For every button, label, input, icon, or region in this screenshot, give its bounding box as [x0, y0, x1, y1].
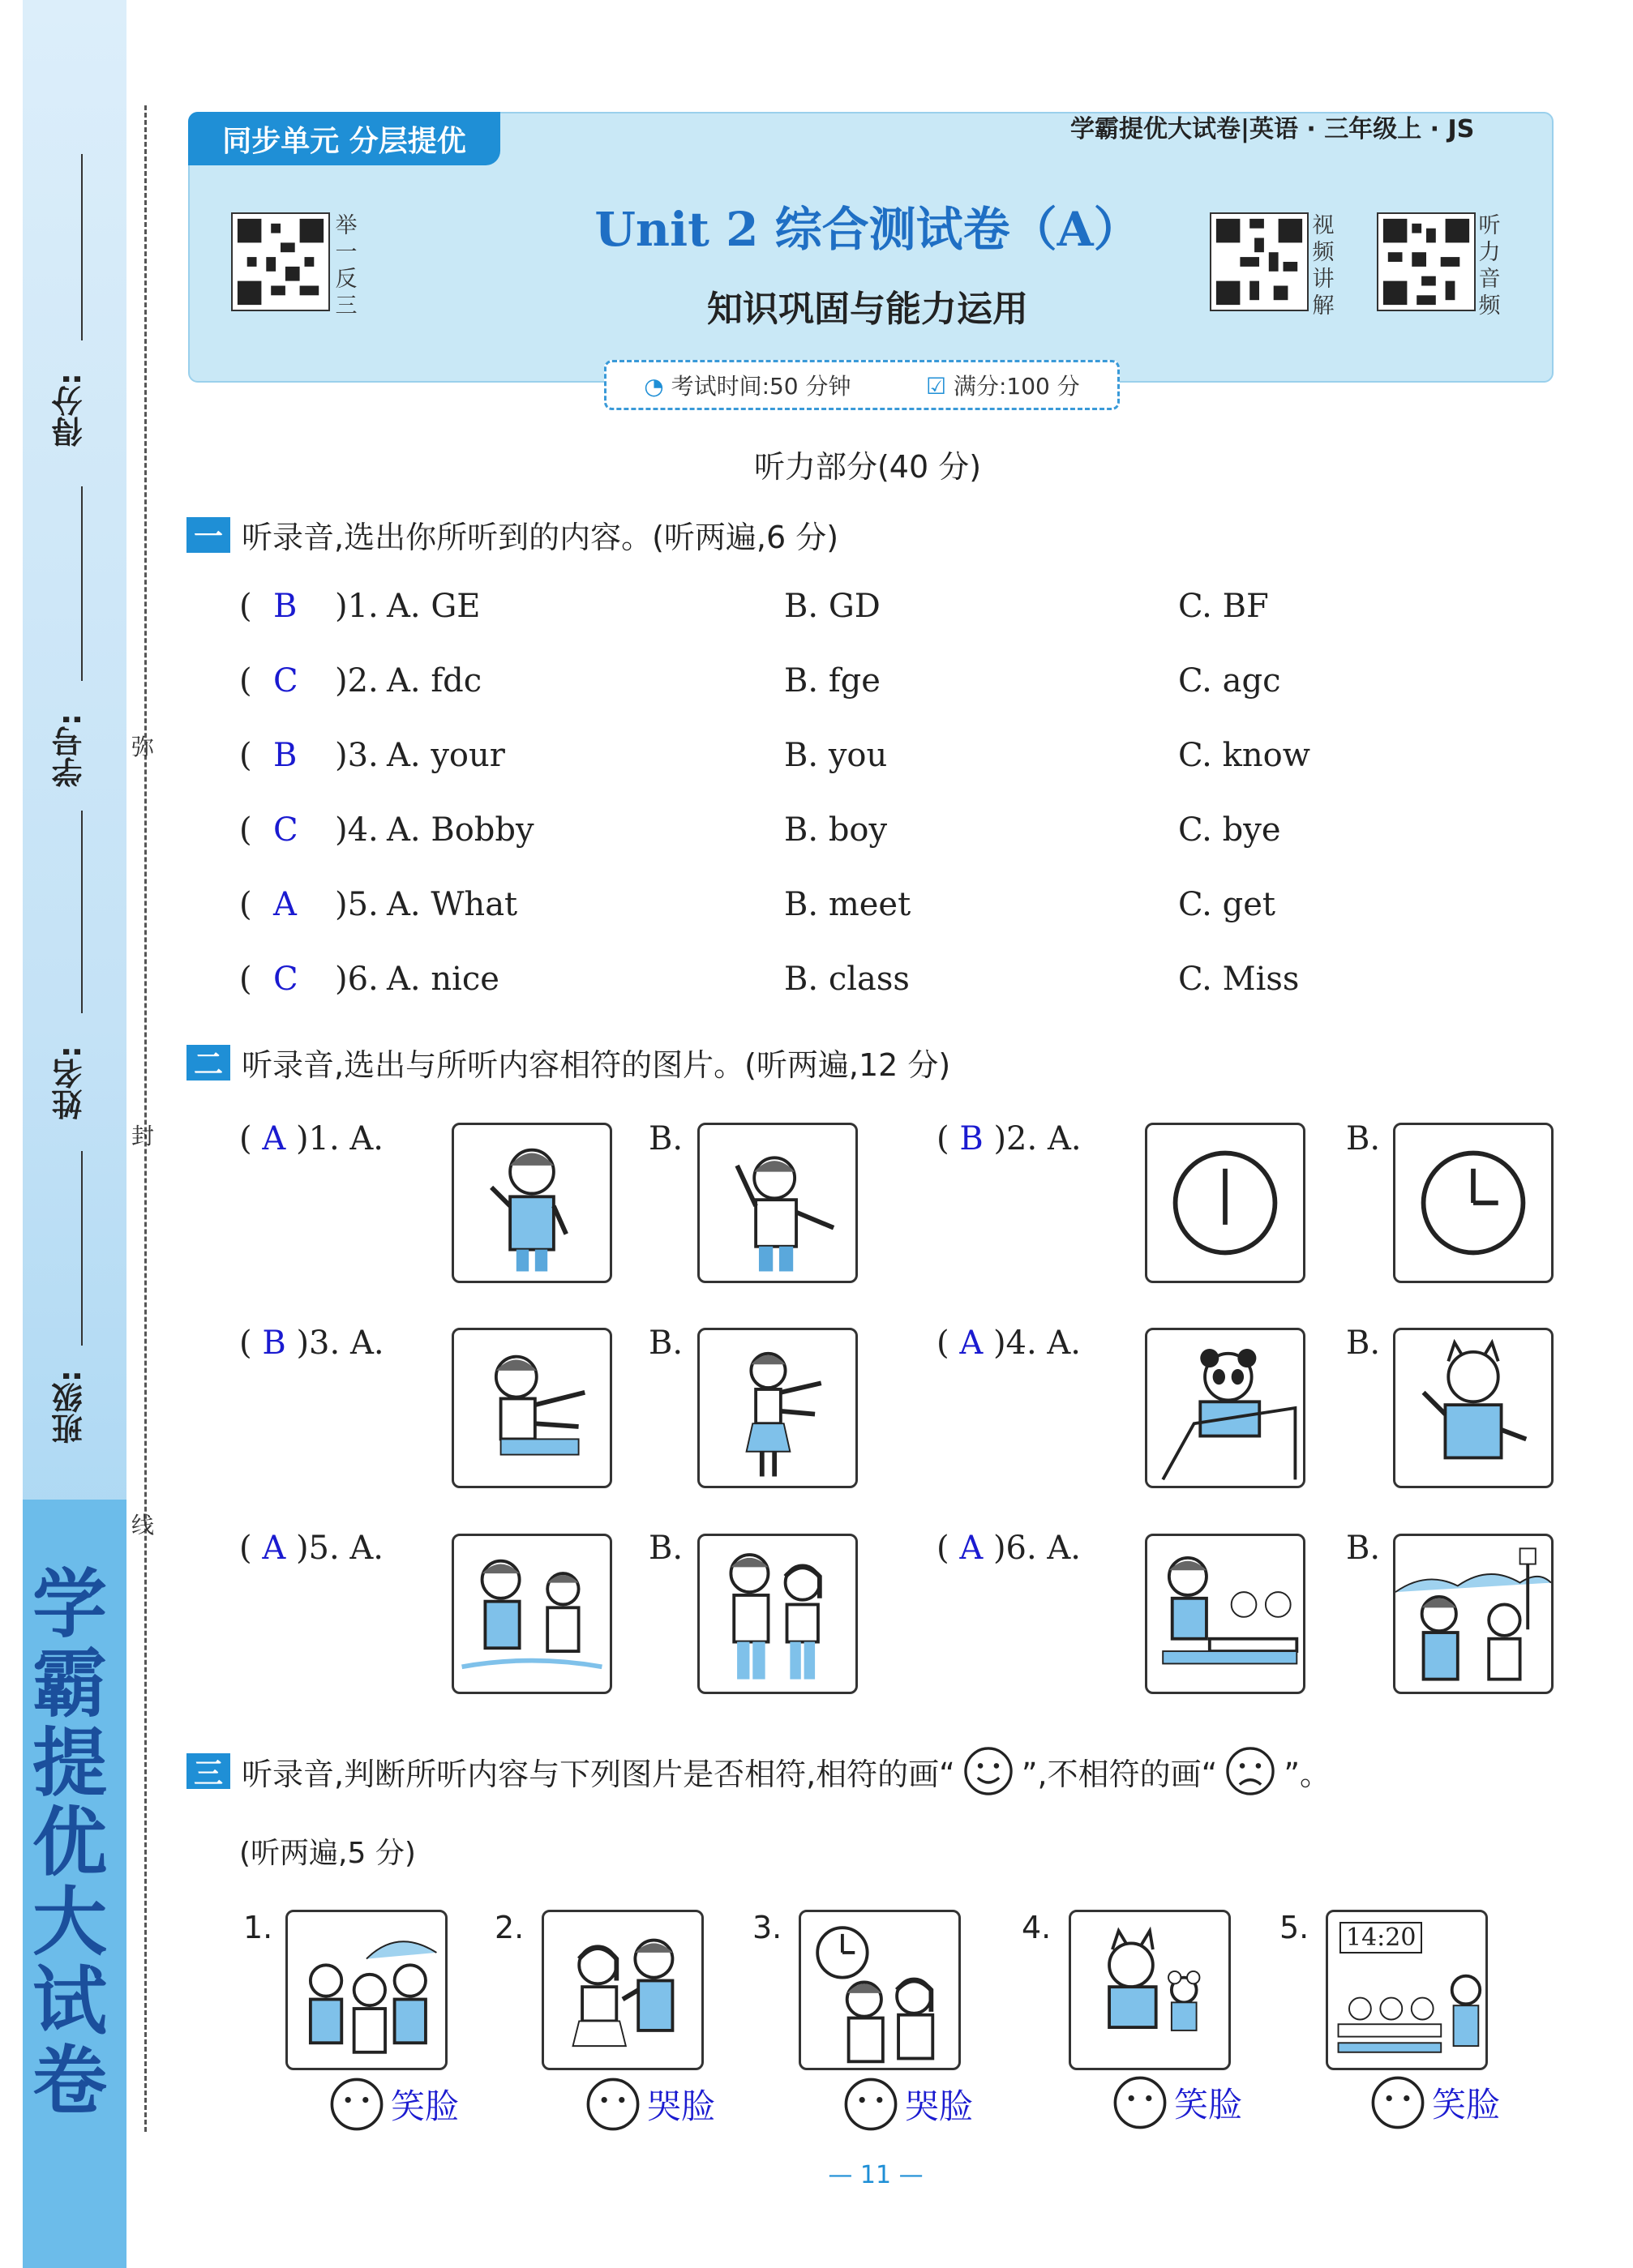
- seal-char-3: 线: [131, 1512, 155, 1538]
- s3-item5-answer[interactable]: 笑脸: [1369, 2073, 1500, 2132]
- exam-info-box: [604, 360, 1120, 410]
- s2-q3-b-label: B.: [649, 1324, 684, 1362]
- s2-q5-picture-a[interactable]: [452, 1534, 612, 1694]
- s2-q1-b-label: B.: [649, 1120, 684, 1158]
- s3-item1-answer[interactable]: 笑脸: [328, 2075, 459, 2133]
- s2-q6: ( A )6. A.: [937, 1530, 1082, 1567]
- option-b[interactable]: B. fge: [784, 662, 881, 700]
- name-line: [81, 811, 83, 1013]
- seal-char-2: 封: [131, 1123, 155, 1149]
- s2-q2: ( B )2. A.: [937, 1120, 1082, 1158]
- score-label: 得分:: [52, 373, 88, 447]
- s3-item2-answer[interactable]: 哭脸: [584, 2075, 715, 2133]
- option-a[interactable]: A. fdc: [387, 662, 482, 700]
- page-number: — 11 —: [828, 2161, 924, 2189]
- open-paren: (: [239, 886, 252, 923]
- s3-item4-answer[interactable]: 笑脸: [1111, 2073, 1242, 2132]
- class-line: [81, 1151, 83, 1346]
- section2-number: 二: [186, 1045, 230, 1081]
- name-label: 姓名:: [52, 1046, 88, 1120]
- s3-item2-picture[interactable]: [542, 1910, 704, 2070]
- series-line: 学霸提优大试卷|英语 · 三年级上 · JS: [1070, 115, 1475, 143]
- test-title: Unit 2 综合测试卷（A）: [594, 202, 1141, 257]
- clock-icon: ◔: [644, 373, 664, 400]
- blank-face-icon: [842, 2075, 900, 2133]
- blank-face-icon: [1369, 2073, 1427, 2132]
- s2-q2-answer[interactable]: B: [959, 1120, 984, 1158]
- option-b[interactable]: B. boy: [784, 811, 888, 849]
- class-label: 班级:: [52, 1370, 88, 1444]
- s2-q4: ( A )4. A.: [937, 1324, 1082, 1362]
- section1-question-1: [239, 588, 1577, 636]
- s2-q3-picture-a[interactable]: [452, 1328, 612, 1488]
- section3-note: (听两遍,5 分): [239, 1837, 416, 1870]
- section3-title-b: ”,不相符的画“: [1021, 1756, 1218, 1792]
- s2-q5-answer[interactable]: A: [262, 1530, 286, 1567]
- exam-time: ◔ 考试时间:50 分钟: [644, 373, 851, 400]
- score-line: [81, 154, 83, 340]
- question-number: )2.: [335, 662, 379, 700]
- s2-q1-answer[interactable]: A: [262, 1120, 286, 1158]
- section2-heading: [186, 1040, 950, 1085]
- exam-score: ☑ 满分:100 分: [925, 373, 1080, 400]
- question-number: )3.: [335, 737, 379, 774]
- s3-item1-picture[interactable]: [285, 1910, 448, 2070]
- s3-item3-number: 3.: [752, 1910, 782, 1945]
- s3-item5-number: 5.: [1279, 1910, 1309, 1945]
- s2-q3-picture-b[interactable]: [697, 1328, 858, 1488]
- answer-blank[interactable]: C: [273, 811, 298, 849]
- open-paren: (: [239, 961, 252, 998]
- section1-number: 一: [186, 517, 230, 553]
- qr-code-audio-icon[interactable]: [1377, 212, 1476, 311]
- check-icon: ☑: [925, 373, 947, 400]
- section1-heading: [186, 512, 838, 557]
- option-a[interactable]: A. What: [387, 886, 518, 923]
- s3-item4-number: 4.: [1022, 1910, 1052, 1945]
- question-number: )6.: [335, 961, 379, 998]
- blank-face-icon: [584, 2075, 642, 2133]
- s2-q6-b-label: B.: [1346, 1530, 1381, 1567]
- s2-q3-answer[interactable]: B: [262, 1324, 286, 1362]
- option-b[interactable]: B. meet: [784, 886, 911, 923]
- option-c[interactable]: C. Miss: [1178, 961, 1300, 998]
- answer-blank[interactable]: C: [273, 662, 298, 700]
- s3-item3-picture[interactable]: [799, 1910, 961, 2070]
- listening-section-heading: 听力部分(40 分): [753, 449, 982, 485]
- s2-q4-picture-a[interactable]: [1145, 1328, 1305, 1488]
- qr-video-label: 视频讲解: [1312, 213, 1335, 319]
- section3-heading: [186, 1744, 1331, 1798]
- blank-face-icon: [328, 2075, 386, 2133]
- s2-q6-picture-a[interactable]: [1145, 1534, 1305, 1694]
- question-number: )1.: [335, 588, 379, 625]
- option-c[interactable]: C. get: [1178, 886, 1275, 923]
- section3-title-c: ”。: [1284, 1756, 1331, 1792]
- s3-item5-picture[interactable]: [1326, 1910, 1488, 2070]
- s2-q6-answer[interactable]: A: [959, 1530, 984, 1567]
- s2-q5-picture-b[interactable]: [697, 1534, 858, 1694]
- section1-question-6: [239, 961, 1577, 1009]
- s2-q4-answer[interactable]: A: [959, 1324, 984, 1362]
- qr-practice-label: 举一反三: [335, 213, 358, 319]
- option-c[interactable]: C. know: [1178, 737, 1310, 774]
- s2-q3: ( B )3. A.: [239, 1324, 384, 1362]
- section1-question-4: [239, 811, 1577, 860]
- section1-question-5: [239, 886, 1577, 935]
- option-a[interactable]: A. Bobby: [387, 811, 534, 849]
- open-paren: (: [239, 588, 252, 625]
- student-id-label: 学号:: [52, 713, 88, 788]
- answer-blank[interactable]: B: [273, 588, 298, 625]
- s2-q1-picture-b[interactable]: [697, 1123, 858, 1283]
- s3-item4-picture[interactable]: [1069, 1910, 1231, 2070]
- series-vertical-title: 学霸提优大试卷: [20, 1564, 108, 2120]
- option-c[interactable]: C. bye: [1178, 811, 1281, 849]
- answer-blank[interactable]: A: [273, 886, 297, 923]
- s2-q1-picture-a[interactable]: [452, 1123, 612, 1283]
- answer-blank[interactable]: C: [273, 961, 298, 998]
- smiley-face-icon: [962, 1744, 1015, 1798]
- section1-question-3: [239, 737, 1577, 785]
- open-paren: (: [239, 737, 252, 774]
- option-a[interactable]: A. nice: [387, 961, 499, 998]
- s2-q4-picture-b[interactable]: [1393, 1328, 1554, 1488]
- question-number: )4.: [335, 811, 379, 849]
- option-b[interactable]: B. class: [784, 961, 910, 998]
- s3-item2-number: 2.: [495, 1910, 525, 1945]
- option-a[interactable]: A. your: [387, 737, 505, 774]
- s2-q5-b-label: B.: [649, 1530, 684, 1567]
- s2-q2-picture-a[interactable]: [1145, 1123, 1305, 1283]
- s2-q6-picture-b[interactable]: [1393, 1534, 1554, 1694]
- section1-title: 听录音,选出你所听到的内容。(听两遍,6 分): [242, 520, 839, 555]
- option-a[interactable]: A. GE: [387, 588, 481, 625]
- section2-title: 听录音,选出与所听内容相符的图片。(听两遍,12 分): [242, 1047, 951, 1083]
- section3-number: 三: [186, 1753, 230, 1789]
- s2-q4-b-label: B.: [1346, 1324, 1381, 1362]
- option-c[interactable]: C. agc: [1178, 662, 1281, 700]
- option-b[interactable]: B. GD: [784, 588, 881, 625]
- s2-q2-b-label: B.: [1346, 1120, 1381, 1158]
- qr-audio-label: 听力音频: [1478, 213, 1501, 319]
- s3-item5-clock-display: 14:20: [1339, 1922, 1422, 1953]
- open-paren: (: [239, 811, 252, 849]
- s3-item1-number: 1.: [243, 1910, 273, 1945]
- test-subtitle: 知识巩固与能力运用: [707, 289, 1028, 330]
- open-paren: (: [239, 662, 252, 700]
- s2-q2-picture-b[interactable]: [1393, 1123, 1554, 1283]
- question-number: )5.: [335, 886, 379, 923]
- s2-q1: ( A )1. A.: [239, 1120, 384, 1158]
- blank-face-icon: [1111, 2073, 1169, 2132]
- answer-blank[interactable]: B: [273, 737, 298, 774]
- section3-title-a: 听录音,判断所听内容与下列图片是否相符,相符的画“: [242, 1756, 955, 1792]
- section1-question-2: [239, 662, 1577, 711]
- student-id-line: [81, 486, 83, 681]
- s2-q5: ( A )5. A.: [239, 1530, 384, 1567]
- option-b[interactable]: B. you: [784, 737, 888, 774]
- seal-char-1: 弥: [131, 734, 155, 760]
- unit-tag: 同步单元 分层提优: [188, 112, 500, 165]
- qr-code-practice-icon[interactable]: [231, 212, 330, 311]
- sad-face-icon: [1224, 1744, 1277, 1798]
- option-c[interactable]: C. BF: [1178, 588, 1269, 625]
- s3-item3-answer[interactable]: 哭脸: [842, 2075, 973, 2133]
